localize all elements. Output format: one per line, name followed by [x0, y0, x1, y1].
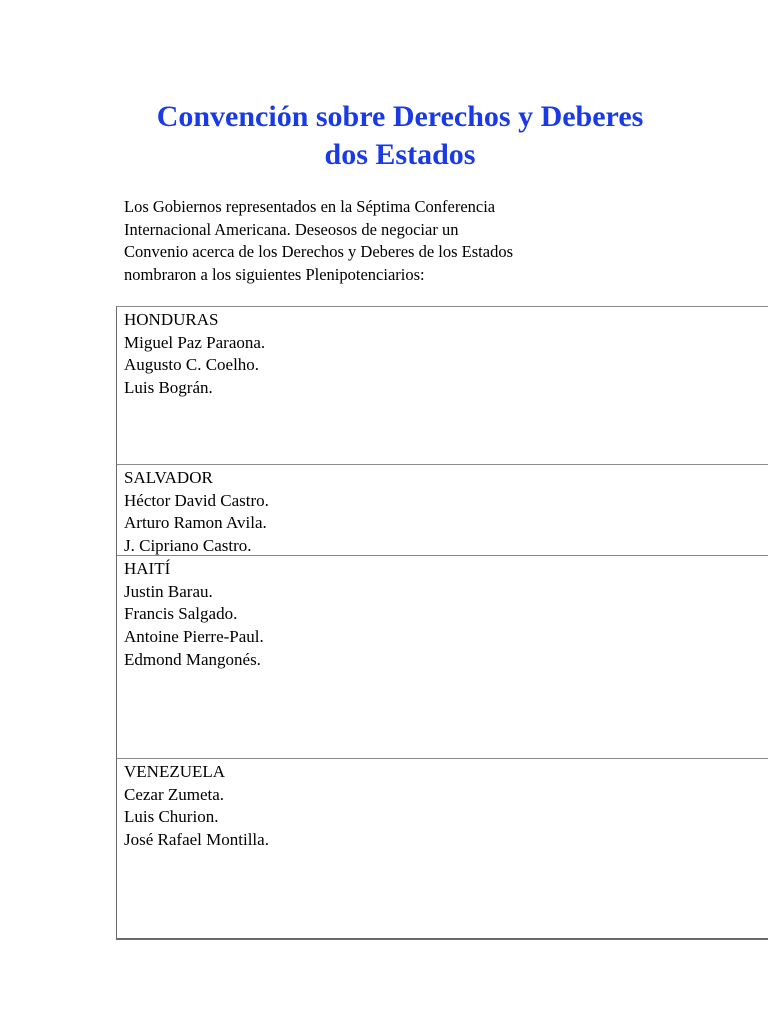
delegate-name: Héctor David Castro.: [124, 490, 269, 510]
delegate-name: Justin Barau.: [124, 581, 213, 601]
document-title: [100, 98, 700, 174]
intro-paragraph: [124, 196, 584, 286]
delegate-name: Cezar Zumeta.: [124, 784, 225, 804]
plenipotentiaries-table: [116, 306, 768, 940]
delegate-name: Edmond Mangonés.: [124, 649, 261, 669]
document-title-line-2: dos Estados: [324, 138, 476, 171]
delegation-venezuela: [117, 759, 768, 940]
delegate-name: Augusto C. Coelho.: [124, 355, 260, 375]
delegate-name: Antoine Pierre-Paul.: [124, 627, 264, 647]
intro-line: Internacional Americana. Deseosos de negociar un: [124, 219, 459, 239]
delegate-name: Arturo Ramon Avila.: [124, 513, 267, 533]
delegate-name: Miguel Paz Paraona.: [124, 332, 266, 352]
intro-line: nombraron a los siguientes Plenipotenciarios:: [124, 264, 425, 284]
delegation-honduras: [117, 307, 768, 465]
delegation-salvador: [117, 465, 768, 556]
document-title-line-1: Convención sobre Derechos y Deberes: [156, 100, 644, 133]
delegate-name: J. Cipriano Castro.: [124, 536, 252, 556]
intro-line: Convenio acerca de los Derechos y Deberes de los Estados: [124, 242, 513, 261]
intro-line: Los Gobiernos representados en la Séptima Conferencia: [124, 197, 496, 216]
delegation-haiti: [117, 556, 768, 759]
country-name: HAITÍ: [124, 559, 171, 578]
country-name: SALVADOR: [124, 468, 213, 487]
delegate-name: Francis Salgado.: [124, 604, 238, 624]
delegate-name: José Rafael Montilla.: [124, 830, 269, 850]
delegate-name: Luis Churion.: [124, 807, 219, 827]
country-name: HONDURAS: [124, 310, 219, 329]
delegate-name: Luis Bográn.: [124, 378, 213, 398]
country-name: VENEZUELA: [124, 762, 226, 781]
